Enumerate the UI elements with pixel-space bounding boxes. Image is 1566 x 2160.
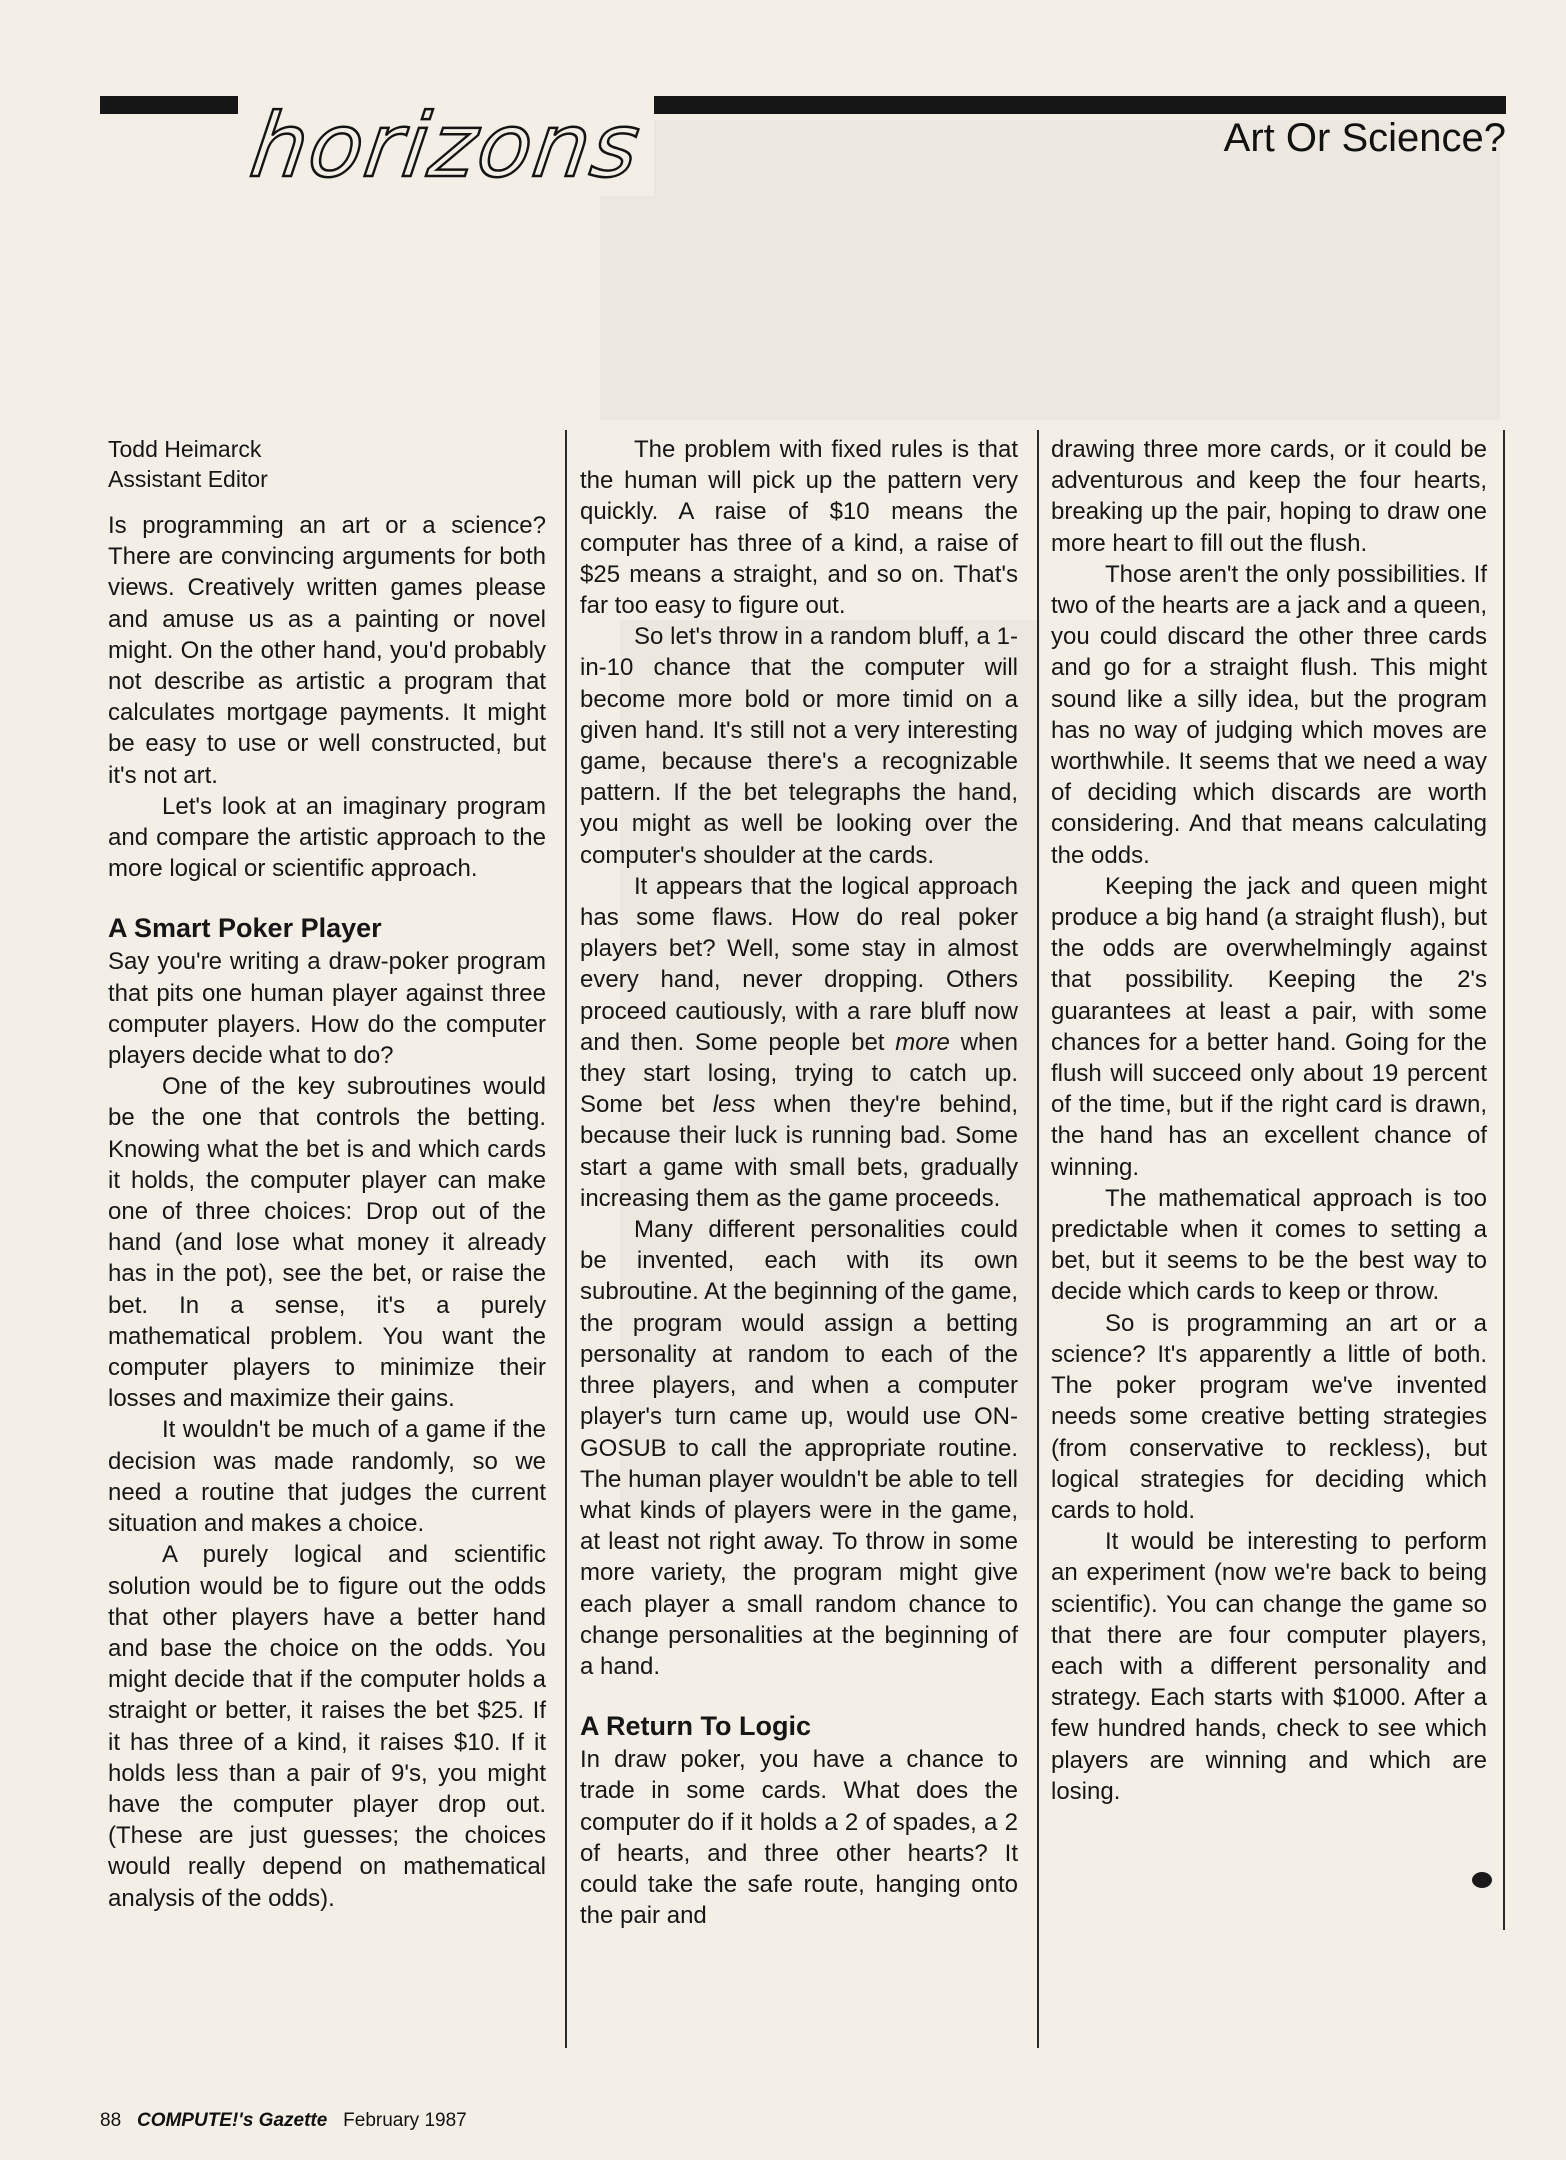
paragraph: Keeping the jack and queen might produce a big hand (a straight flush), but the odds are overwhelmingly against that possibility. Keeping the 2's guarantees at least a pair, with some chances for a better hand. Going for the flush will succeed only about 19 percent of the time, but if the right card is drawn, the hand has an excellent chance of winning. (1051, 872, 1487, 1181)
paragraph: It wouldn't be much of a game if the decision was made randomly, so we need a routine that judges the current situation and makes a choice. (108, 1416, 546, 1538)
emphasis-more: more (895, 1028, 950, 1056)
issue-date: February 1987 (343, 2110, 467, 2131)
paragraph: Is programming an art or a science? There are convincing arguments for both views. Creatively written games please and amuse us as a painting or novel might. On the other hand, you'd probably not describe as artistic a program that calculates mortgage payments. It might be easy to use or well constructed, but it's not art. (108, 512, 546, 789)
page-footer (100, 2110, 467, 2132)
article-headline: Art Or Science? (1223, 116, 1506, 160)
paragraph: The mathematical approach is too predictable when it comes to setting a bet, but it seems to be the best way to decide which cards to keep or throw. (1051, 1184, 1487, 1306)
column-2 (580, 434, 1018, 1931)
column-rule-right (1037, 430, 1039, 2048)
section-logo (238, 96, 654, 196)
emphasis-less: less (712, 1091, 756, 1119)
column-1 (108, 434, 546, 1914)
paragraph: Let's look at an imaginary program and compare the artistic approach to the more logical or scientific approach. (108, 792, 546, 883)
paragraph-text: Some people bet (694, 1028, 896, 1056)
paragraph: Those aren't the only possibilities. If two of the hearts are a jack and a queen, you could discard the other three cards and go for a straight flush. This might sound like a silly idea, but the program has no way of judging which moves are worthwhile. It seems that we need a way of deciding which discards are worth considering. And that means calculating the odds. (1051, 560, 1487, 869)
magazine-name: COMPUTE!'s Gazette (136, 2110, 328, 2131)
paragraph: In draw poker, you have a chance to trade in some cards. What does the computer do if it holds a 2 of spades, a 2 of hearts, and three other hearts? It could take the safe route, hanging onto the pair and (580, 1746, 1018, 1930)
byline-author: Todd Heimarck (108, 436, 262, 462)
paragraph: So is programming an art or a science? It's apparently a little of both. The poker program we've invented needs some creative betting strategies (from conservative to reckless), but logical strategies for deciding which cards to hold. (1051, 1309, 1487, 1524)
end-of-article-icon (1472, 1872, 1492, 1888)
paragraph: So let's throw in a random bluff, a 1-in-10 chance that the computer will become more bold or more timid on a given hand. It's still not a very interesting game, because there's a recognizable pattern. If the bet telegraphs the hand, you might as well be looking over the computer's shoulder at the cards. (580, 623, 1018, 869)
subhead-smart-poker-player: A Smart Poker Player (108, 913, 382, 944)
paragraph: Say you're writing a draw-poker program that pits one human player against three computer players. How do the computer players decide what to do? (108, 948, 546, 1070)
paragraph: One of the key subroutines would be the one that controls the betting. Knowing what the bet is and which cards it holds, the computer player can make one of three choices: Drop out of the hand (and lose what money it already has in the pot), see the bet, or raise the bet. In a sense, it's a purely mathematical problem. You want the computer players to minimize their losses and maximize their gains. (108, 1073, 546, 1413)
paragraph: It would be interesting to perform an experiment (now we're back to being scientific). You can change the game so that there are four computer players, each with a different personality and strategy. Each starts with $1000. After a few hundred hands, check to see which players are winning and which are losing. (1051, 1528, 1487, 1805)
paragraph-text: when they start losing, trying to catch up. Some bet (580, 1028, 1018, 1119)
bleed-through-top (600, 120, 1500, 420)
section-logo-text: horizons (244, 94, 648, 197)
paragraph: Many different personalities could be invented, each with its own subroutine. At the beginning of the game, the program would assign a betting personality at random to each of the three players, and when a computer player's turn came up, would use ON-GOSUB to call the appropriate routine. The human player wouldn't be able to tell what kinds of players were in the game, at least not right away. To throw in some more variety, the program might give each player a small random chance to change personalities at the beginning of a hand. (580, 1216, 1018, 1680)
subhead-return-to-logic: A Return To Logic (580, 1711, 811, 1742)
paragraph-text: It appears that the logical approach has some flaws. How do real poker players bet? Well, some stay in almost every hand, never dropping. Others proceed cautiously, with a rare bluff now and then. (580, 872, 1018, 1056)
column-3 (1051, 434, 1487, 1807)
paragraph-text: when they're behind, because their luck is running bad. Some start a game with small bets, gradually increasing them as the game proceeds. (580, 1091, 1018, 1212)
paragraph: drawing three more cards, or it could be adventurous and keep the four hearts, breaking up the pair, hoping to draw one more heart to fill out the flush. (1051, 436, 1487, 557)
byline-role: Assistant Editor (108, 466, 268, 492)
paragraph (580, 871, 1018, 1214)
paragraph: The problem with fixed rules is that the human will pick up the pattern very quickly. A raise of $10 means the computer has three of a kind, a raise of $25 means a straight, and so on. That's far too easy to figure out. (580, 436, 1018, 620)
column-rule-left (565, 430, 567, 2048)
byline (108, 434, 546, 494)
column-rule-outer (1503, 430, 1505, 1930)
paragraph: A purely logical and scientific solution would be to figure out the odds that other players have a better hand and base the choice on the odds. You might decide that if the computer holds a straight or better, it raises the bet $25. If it has three of a kind, it raises $10. If it holds less than a pair of 9's, you might have the computer player drop out. (These are just guesses; the choices would really depend on mathematical analysis of the odds). (108, 1541, 546, 1912)
page-number: 88 (100, 2110, 122, 2131)
